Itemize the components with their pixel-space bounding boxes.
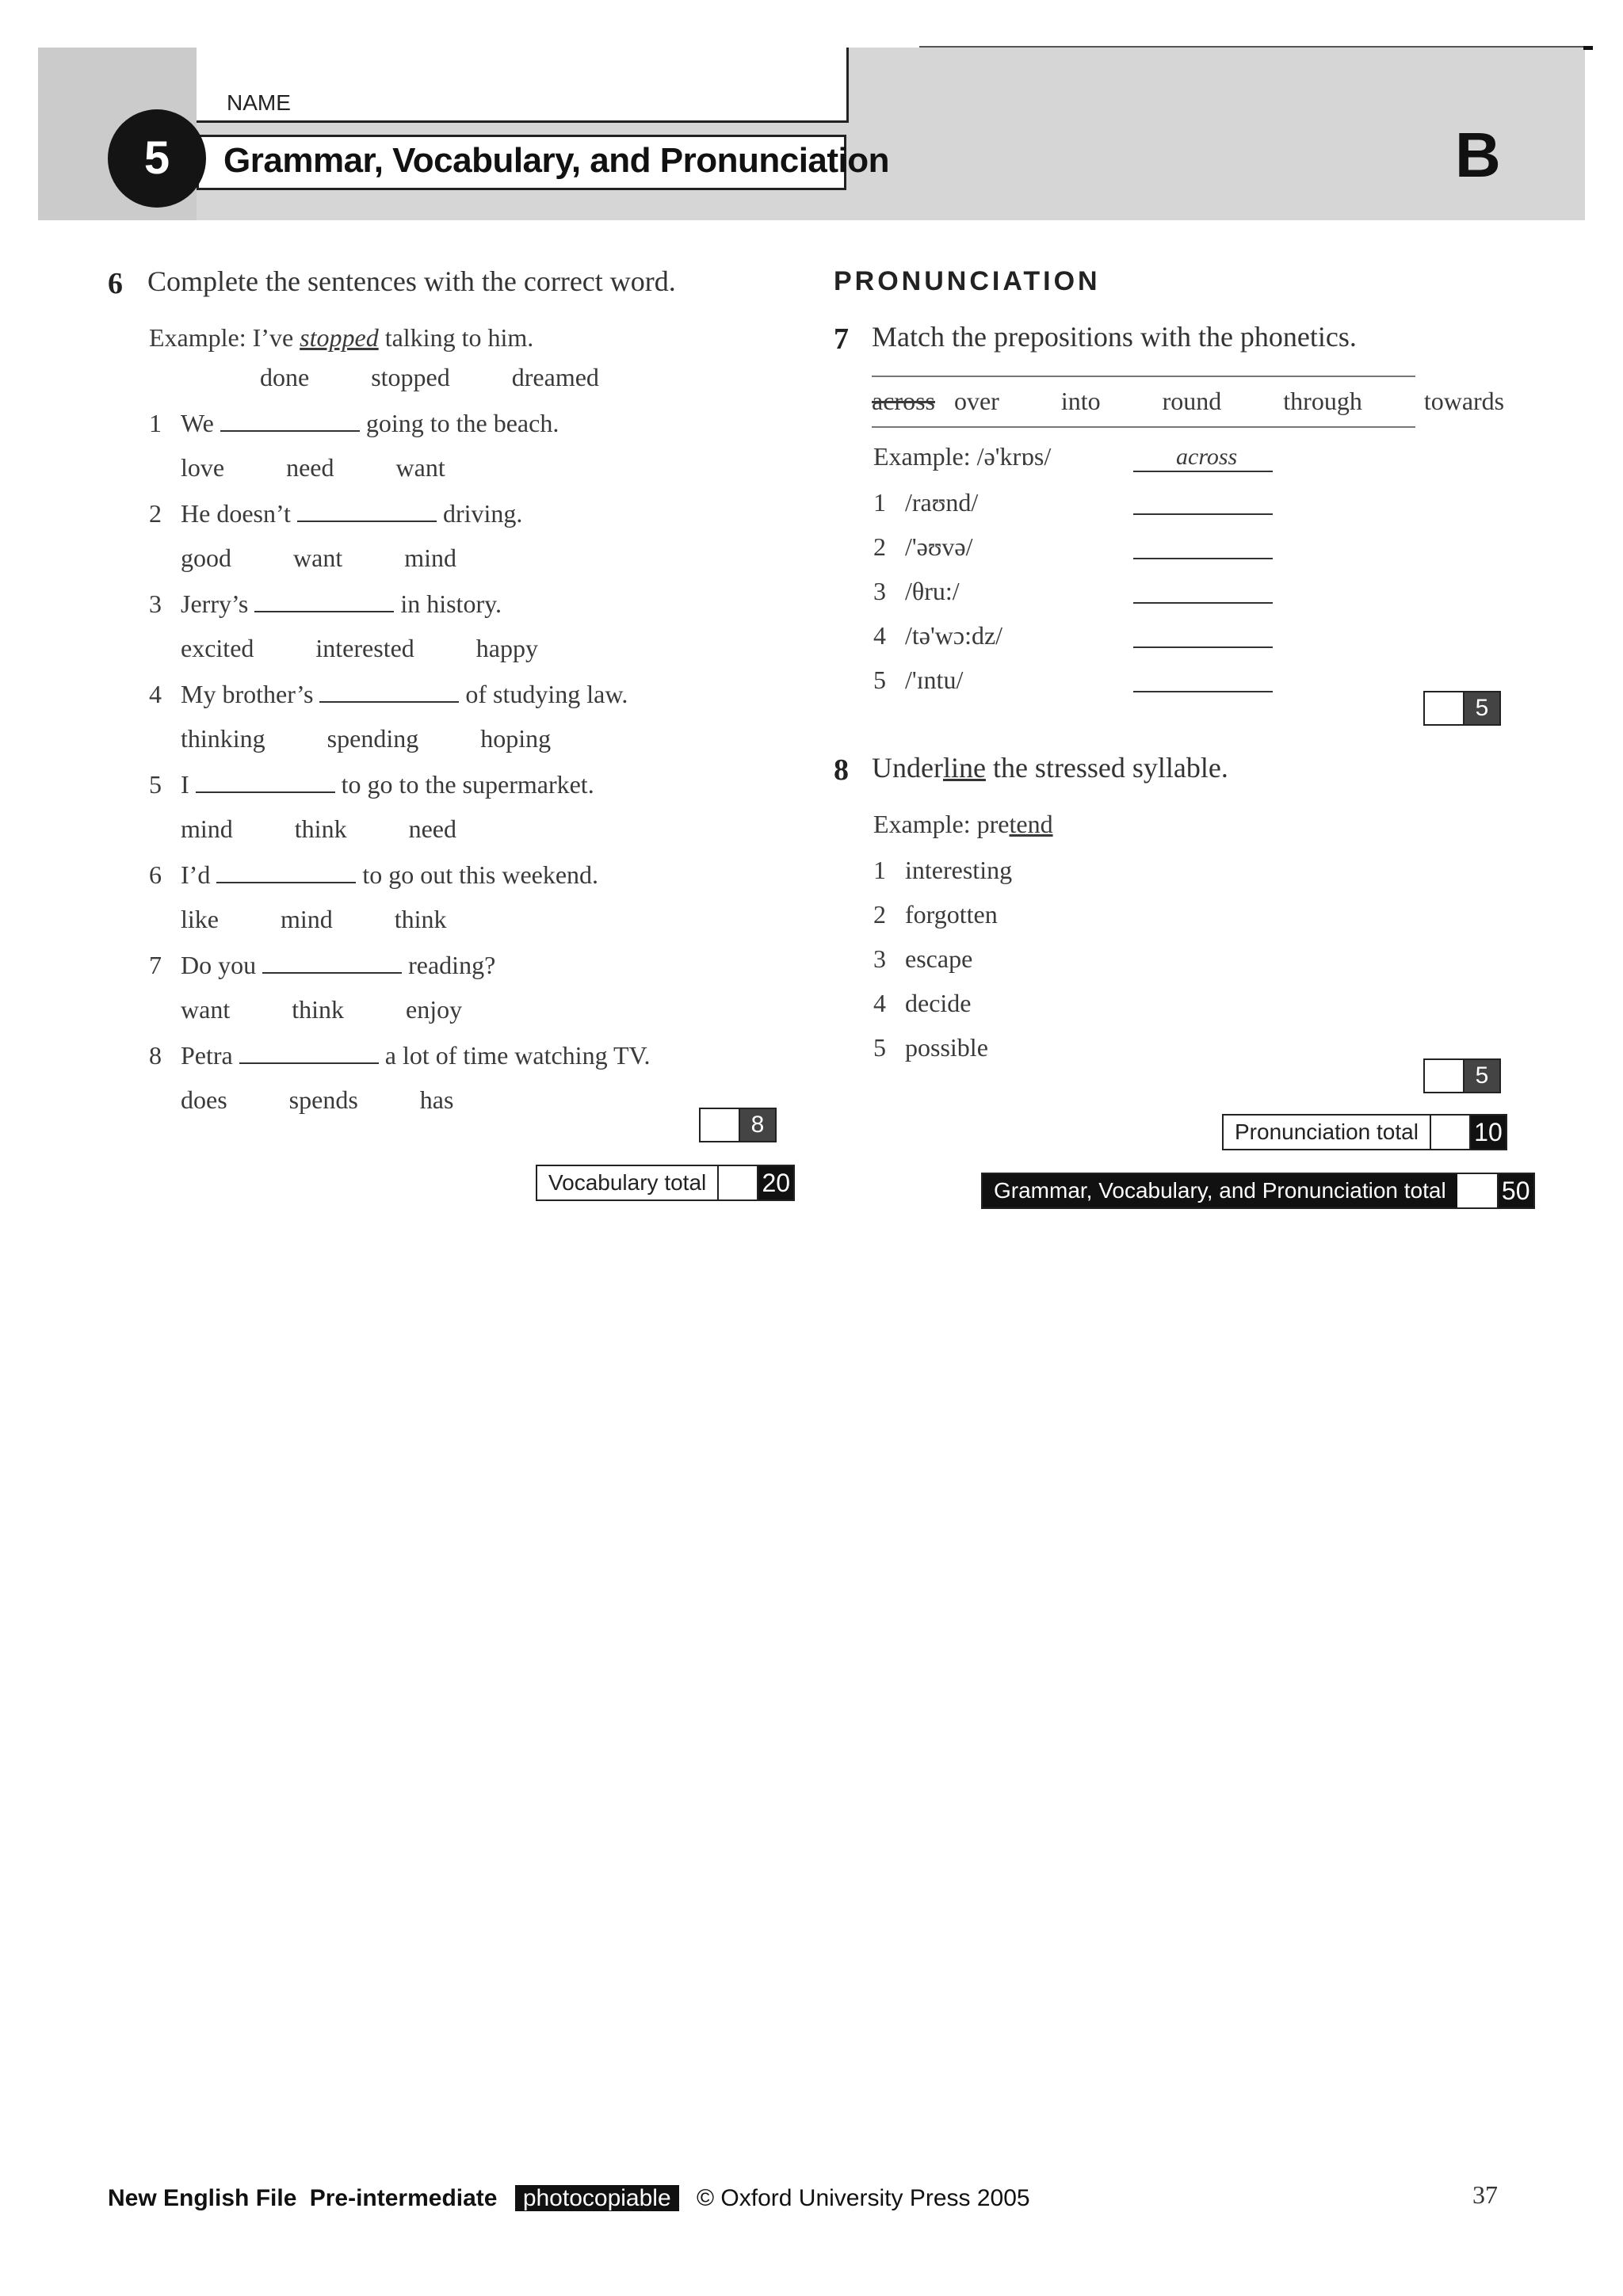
q8-item-3-word[interactable]: escape [905,944,973,973]
q6-item-4-before: My brother’s [181,680,314,708]
q8-item-number: 4 [873,989,886,1017]
q7-word-list: over into round through towards [953,387,1505,415]
q7-item-1-answer[interactable] [1133,513,1273,515]
q6-item-7-options: want think enjoy [181,995,463,1024]
q7-item-number: 1 [873,488,886,517]
q6-number: 6 [108,267,123,300]
q7-number: 7 [834,322,849,356]
q8-score-box[interactable] [1423,1058,1501,1093]
q8-item-2-word[interactable]: forgotten [905,900,998,929]
footer-book-title: New English File [108,2185,297,2211]
q7-word-box-top [872,376,1415,377]
q6-item-7-blank[interactable] [262,952,402,974]
q7-word-box [872,387,1504,416]
q6-item-1-before: We [181,409,214,437]
vocabulary-total-input[interactable] [719,1166,758,1199]
q6-item-6-before: I’d [181,860,211,889]
q6-item-6-after: to go out this weekend. [362,860,599,889]
q6-item-5-before: I [181,770,189,799]
q8-item-number: 2 [873,900,886,929]
q8-score-input[interactable] [1425,1060,1465,1092]
q8-item-number: 5 [873,1033,886,1062]
q6-example [149,323,533,353]
q8-item-number: 3 [873,944,886,973]
footer-level: Pre-intermediate [309,2185,498,2211]
q6-item-1-options: love need want [181,453,445,482]
q6-example-suffix: talking to him. [378,323,534,352]
top-rule [919,46,1593,48]
q6-instruction: Complete the sentences with the correct word. [147,265,676,297]
q7-instruction: Match the prepositions with the phonetics. [872,321,1357,353]
q6-item-2-before: He doesn’t [181,499,291,528]
q6-score-max: 8 [740,1109,775,1141]
grand-total-label: Grammar, Vocabulary, and Pronunciation total [983,1174,1459,1207]
q6-item-8-after: a lot of time watching TV. [384,1041,651,1070]
grand-total-input[interactable] [1459,1174,1499,1207]
q6-item-8-options: does spends has [181,1085,454,1114]
q6-item-number: 4 [149,680,162,708]
q7-example-answer: across [1176,444,1238,470]
q6-item-5-after: to go to the supermarket. [341,770,594,799]
q8-instruction [872,751,1228,784]
q6-score-input[interactable] [701,1109,740,1141]
q6-item-5 [181,770,594,799]
q6-item-4-options: thinking spending hoping [181,724,552,753]
q6-item-3-blank[interactable] [254,590,394,612]
footer [108,2185,1030,2212]
q6-item-1-after: going to the beach. [365,409,559,437]
q8-score-max: 5 [1465,1060,1499,1092]
q6-item-number: 1 [149,409,162,437]
page-title: Grammar, Vocabulary, and Pronunciation [223,141,890,180]
q6-item-6-options: like mind think [181,905,447,933]
q6-example-prefix: Example: I’ve [149,323,300,352]
q6-item-number: 6 [149,860,162,889]
vocabulary-total-label: Vocabulary total [537,1166,719,1199]
q6-example-answer: stopped [300,323,379,352]
q6-item-4 [181,680,628,709]
grand-total-box[interactable] [981,1173,1535,1209]
q6-item-7-before: Do you [181,951,257,979]
q7-item-1-phonetic: /raʊnd/ [905,488,979,517]
q6-item-6-blank[interactable] [216,861,356,883]
q7-word-box-bottom [872,426,1415,428]
pronunciation-total-max: 10 [1471,1116,1506,1149]
q7-item-2-answer[interactable] [1133,558,1273,559]
q7-crossed-word: across [872,387,935,415]
q8-item-5-word[interactable]: possible [905,1033,988,1062]
q8-number: 8 [834,753,849,787]
q8-instruction-b: the stressed syllable. [985,752,1228,784]
q8-instruction-underlined: line [942,752,986,784]
q7-item-number: 3 [873,577,886,605]
q6-item-3-options: excited interested happy [181,634,538,662]
unit-number-badge: 5 [108,109,206,208]
q6-score-box[interactable] [699,1108,777,1142]
q6-example-options: done stopped dreamed [260,363,599,391]
q6-item-4-blank[interactable] [319,681,459,703]
q6-item-5-options: mind think need [181,814,456,843]
q7-score-max: 5 [1465,692,1499,724]
pronunciation-total-box[interactable] [1222,1114,1507,1150]
q6-item-8-blank[interactable] [239,1042,379,1064]
q6-item-8 [181,1041,651,1070]
q6-item-3-before: Jerry’s [181,589,249,618]
name-label: NAME [227,90,291,115]
q6-item-3 [181,589,502,619]
q6-item-number: 5 [149,770,162,799]
q6-item-7-after: reading? [408,951,496,979]
q7-item-number: 2 [873,532,886,561]
q8-item-1-word[interactable]: interesting [905,856,1013,884]
vocabulary-total-box[interactable] [536,1165,795,1201]
q6-item-7 [181,951,495,980]
page-number: 37 [1472,2180,1498,2209]
footer-copyright: © Oxford University Press 2005 [696,2185,1030,2211]
q6-item-number: 3 [149,589,162,618]
q7-score-input[interactable] [1425,692,1465,724]
q7-item-number: 4 [873,621,886,650]
top-corner-mark [1583,46,1593,50]
q7-item-3-answer[interactable] [1133,602,1273,604]
q7-example: Example: /ə'krɒs/ [873,442,1052,471]
q7-item-4-answer[interactable] [1133,646,1273,648]
pronunciation-total-input[interactable] [1431,1116,1471,1149]
q6-item-number: 7 [149,951,162,979]
q6-item-2 [181,499,522,528]
q8-example-a: Example: pre [873,810,1010,838]
q8-item-4-word[interactable]: decide [905,989,972,1017]
pronunciation-total-label: Pronunciation total [1224,1116,1431,1149]
q7-item-3-phonetic: /θru:/ [905,577,960,605]
q7-item-2-phonetic: /'əʊvə/ [905,532,973,561]
q6-item-2-options: good want mind [181,543,456,572]
q8-item-number: 1 [873,856,886,884]
q6-item-3-after: in history. [400,589,502,618]
q8-example [873,810,1053,839]
q8-example-underlined: tend [1009,810,1053,838]
q8-instruction-a: Under [872,752,943,784]
q7-example-answer-line [1133,471,1273,472]
q6-item-2-after: driving. [442,499,523,528]
q6-item-8-before: Petra [181,1041,233,1070]
pronunciation-heading: PRONUNCIATION [834,266,1101,296]
version-letter: B [1455,120,1501,190]
q7-item-5-answer[interactable] [1133,691,1273,692]
grand-total-max: 50 [1499,1174,1533,1207]
q6-item-1 [181,409,559,438]
name-field[interactable] [197,48,849,123]
q6-item-4-after: of studying law. [465,680,628,708]
q7-item-number: 5 [873,666,886,694]
q7-item-5-phonetic: /'ɪntu/ [905,666,964,694]
q6-item-number: 2 [149,499,162,528]
vocabulary-total-max: 20 [758,1166,793,1199]
q7-score-box[interactable] [1423,691,1501,726]
q6-item-2-blank[interactable] [297,500,437,522]
q7-item-4-phonetic: /tə'wɔ:dz/ [905,621,1003,650]
q6-item-1-blank[interactable] [220,410,360,432]
q6-item-6 [181,860,598,890]
photocopiable-badge: photocopiable [515,2185,679,2211]
q6-item-number: 8 [149,1041,162,1070]
q6-item-5-blank[interactable] [196,771,335,793]
